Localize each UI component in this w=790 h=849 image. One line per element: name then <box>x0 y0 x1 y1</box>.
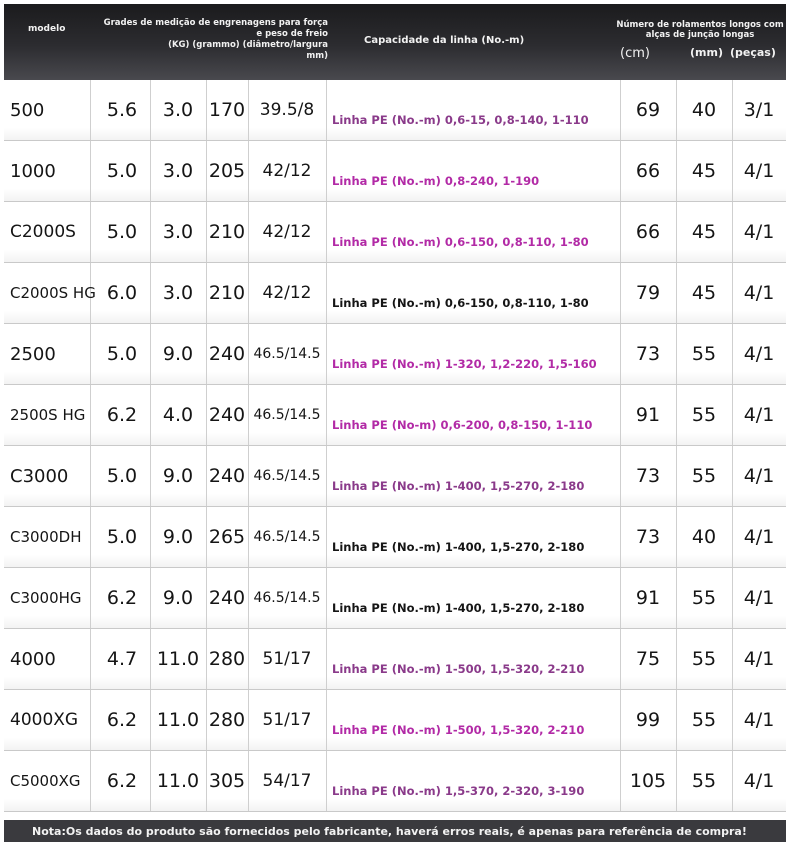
cell-mm: 55 <box>691 587 717 609</box>
cell-drag: 11.0 <box>156 709 200 731</box>
cell-spool: 46.5/14.5 <box>253 590 321 606</box>
cell-model: C3000HG <box>10 588 82 607</box>
header-model: modelo <box>28 24 66 34</box>
cell-line-capacity: Linha PE (No.-m) 1-500, 1,5-320, 2-210 <box>332 662 585 676</box>
table-row <box>4 507 786 568</box>
cell-mm: 55 <box>691 404 717 426</box>
cell-drag: 9.0 <box>162 587 194 609</box>
cell-drag: 4.0 <box>162 404 194 426</box>
cell-cm: 73 <box>635 465 661 487</box>
cell-gear-ratio: 6.0 <box>106 282 138 304</box>
table-row <box>4 568 786 629</box>
cell-mm: 55 <box>691 343 717 365</box>
cell-cm: 105 <box>629 770 667 792</box>
cell-mm: 40 <box>691 99 717 121</box>
cell-model: 2500S HG <box>10 405 86 424</box>
table-row <box>4 385 786 446</box>
cell-cm: 79 <box>635 282 661 304</box>
cell-spool: 54/17 <box>262 771 312 791</box>
table-row <box>4 202 786 263</box>
column-divider <box>326 751 327 811</box>
cell-model: C2000S HG <box>10 283 96 302</box>
cell-cm: 73 <box>635 343 661 365</box>
cell-mm: 55 <box>691 770 717 792</box>
cell-weight: 210 <box>208 221 246 243</box>
cell-pieces: 4/1 <box>743 709 775 731</box>
cell-cm: 99 <box>635 709 661 731</box>
cell-line-capacity: Linha PE (No.-m) 1-500, 1,5-320, 2-210 <box>332 723 585 737</box>
header-capacity: Capacidade da linha (No.-m) <box>364 35 525 46</box>
cell-spool: 46.5/14.5 <box>253 407 321 423</box>
cell-spool: 39.5/8 <box>259 100 315 120</box>
cell-cm: 91 <box>635 404 661 426</box>
table-row <box>4 446 786 507</box>
cell-gear-ratio: 5.6 <box>106 99 138 121</box>
cell-weight: 280 <box>208 709 246 731</box>
cell-model: 2500 <box>10 343 56 365</box>
cell-gear-ratio: 5.0 <box>106 160 138 182</box>
cell-gear-ratio: 6.2 <box>106 404 138 426</box>
cell-model: 1000 <box>10 160 56 182</box>
table-row <box>4 690 786 751</box>
cell-gear-ratio: 6.2 <box>106 709 138 731</box>
cell-mm: 45 <box>691 221 717 243</box>
column-divider <box>326 141 327 201</box>
cell-line-capacity: Linha PE (No.-m) 1,5-370, 2-320, 3-190 <box>332 784 585 798</box>
table-row <box>4 751 786 812</box>
column-divider <box>326 202 327 262</box>
cell-weight: 265 <box>208 526 246 548</box>
cell-cm: 66 <box>635 221 661 243</box>
cell-model: 4000XG <box>10 709 79 730</box>
column-divider <box>326 568 327 628</box>
cell-gear-ratio: 6.2 <box>106 587 138 609</box>
table-row <box>4 324 786 385</box>
cell-pieces: 4/1 <box>743 770 775 792</box>
cell-weight: 240 <box>208 343 246 365</box>
cell-weight: 170 <box>208 99 246 121</box>
column-divider <box>326 446 327 506</box>
cell-spool: 42/12 <box>262 161 312 181</box>
cell-drag: 3.0 <box>162 221 194 243</box>
cell-weight: 240 <box>208 465 246 487</box>
cell-weight: 205 <box>208 160 246 182</box>
cell-line-capacity: Linha PE (No.-m) 1-320, 1,2-220, 1,5-160 <box>332 357 597 371</box>
cell-weight: 305 <box>208 770 246 792</box>
cell-line-capacity: Linha PE (No.-m) 1-400, 1,5-270, 2-180 <box>332 540 585 554</box>
cell-cm: 73 <box>635 526 661 548</box>
cell-drag: 9.0 <box>162 343 194 365</box>
cell-gear-ratio: 5.0 <box>106 343 138 365</box>
column-divider <box>326 324 327 384</box>
cell-spool: 51/17 <box>262 710 312 730</box>
cell-gear-ratio: 5.0 <box>106 465 138 487</box>
cell-weight: 280 <box>208 648 246 670</box>
column-divider <box>326 507 327 567</box>
cell-cm: 69 <box>635 99 661 121</box>
cell-model: C2000S <box>10 221 76 242</box>
header-grades: Grades de medição de engrenagens para força e peso de freio <box>103 18 328 39</box>
cell-model: 4000 <box>10 648 56 670</box>
cell-model: 500 <box>10 99 45 121</box>
cell-gear-ratio: 6.2 <box>106 770 138 792</box>
cell-drag: 11.0 <box>156 770 200 792</box>
cell-spool: 51/17 <box>262 649 312 669</box>
table-body <box>4 80 786 812</box>
cell-mm: 40 <box>691 526 717 548</box>
cell-line-capacity: Linha PE (No.-m) 1-400, 1,5-270, 2-180 <box>332 479 585 493</box>
cell-pieces: 4/1 <box>743 221 775 243</box>
cell-cm: 91 <box>635 587 661 609</box>
cell-line-capacity: Linha PE (No.-m) 0,8-240, 1-190 <box>332 174 540 188</box>
cell-pieces: 4/1 <box>743 587 775 609</box>
table-header <box>4 4 786 80</box>
cell-pieces: 4/1 <box>743 343 775 365</box>
table-row <box>4 263 786 324</box>
cell-model: C3000 <box>10 465 69 487</box>
header-cm: (cm) <box>620 46 650 61</box>
column-divider <box>326 629 327 689</box>
cell-line-capacity: Linha PE (No.-m) 0,6-150, 0,8-110, 1-80 <box>332 296 589 310</box>
cell-pieces: 3/1 <box>743 99 775 121</box>
cell-weight: 210 <box>208 282 246 304</box>
table-row <box>4 80 786 141</box>
cell-gear-ratio: 4.7 <box>106 648 138 670</box>
cell-model: C3000DH <box>10 527 82 546</box>
cell-cm: 75 <box>635 648 661 670</box>
cell-spool: 46.5/14.5 <box>253 468 321 484</box>
header-bearings: Número de rolamentos longos com alças de junção longas <box>616 20 784 40</box>
cell-drag: 11.0 <box>156 648 200 670</box>
column-divider <box>326 80 327 140</box>
column-divider <box>326 690 327 750</box>
cell-cm: 66 <box>635 160 661 182</box>
cell-drag: 9.0 <box>162 465 194 487</box>
cell-gear-ratio: 5.0 <box>106 526 138 548</box>
cell-drag: 3.0 <box>162 160 194 182</box>
cell-spool: 42/12 <box>262 222 312 242</box>
cell-weight: 240 <box>208 404 246 426</box>
cell-model: C5000XG <box>10 771 81 790</box>
header-pecas: (peças) <box>730 46 776 59</box>
cell-mm: 55 <box>691 709 717 731</box>
cell-pieces: 4/1 <box>743 282 775 304</box>
cell-line-capacity: Linha PE (No.-m) 0,6-150, 0,8-110, 1-80 <box>332 235 589 249</box>
cell-mm: 45 <box>691 282 717 304</box>
cell-pieces: 4/1 <box>743 465 775 487</box>
cell-pieces: 4/1 <box>743 648 775 670</box>
cell-spool: 46.5/14.5 <box>253 346 321 362</box>
cell-spool: 46.5/14.5 <box>253 529 321 545</box>
column-divider <box>326 263 327 323</box>
cell-pieces: 4/1 <box>743 526 775 548</box>
cell-drag: 3.0 <box>162 282 194 304</box>
cell-mm: 55 <box>691 648 717 670</box>
cell-line-capacity: Linha PE (No.-m) 0,6-15, 0,8-140, 1-110 <box>332 113 589 127</box>
table-row <box>4 629 786 690</box>
cell-mm: 55 <box>691 465 717 487</box>
header-units: (KG) (grammo) (diâmetro/largura mm) <box>168 40 328 61</box>
cell-line-capacity: Linha PE (No.-m) 1-400, 1,5-270, 2-180 <box>332 601 585 615</box>
cell-drag: 9.0 <box>162 526 194 548</box>
column-divider <box>326 385 327 445</box>
cell-gear-ratio: 5.0 <box>106 221 138 243</box>
cell-mm: 45 <box>691 160 717 182</box>
cell-pieces: 4/1 <box>743 404 775 426</box>
cell-weight: 240 <box>208 587 246 609</box>
footer-note: Nota:Os dados do produto são fornecidos pelo fabricante, haverá erros reais, é apenas para referência de compra! <box>4 820 786 842</box>
table-row <box>4 141 786 202</box>
cell-line-capacity: Linha PE (No-m) 0,6-200, 0,8-150, 1-110 <box>332 418 593 432</box>
cell-spool: 42/12 <box>262 283 312 303</box>
cell-drag: 3.0 <box>162 99 194 121</box>
header-mm: (mm) <box>690 46 723 59</box>
cell-pieces: 4/1 <box>743 160 775 182</box>
